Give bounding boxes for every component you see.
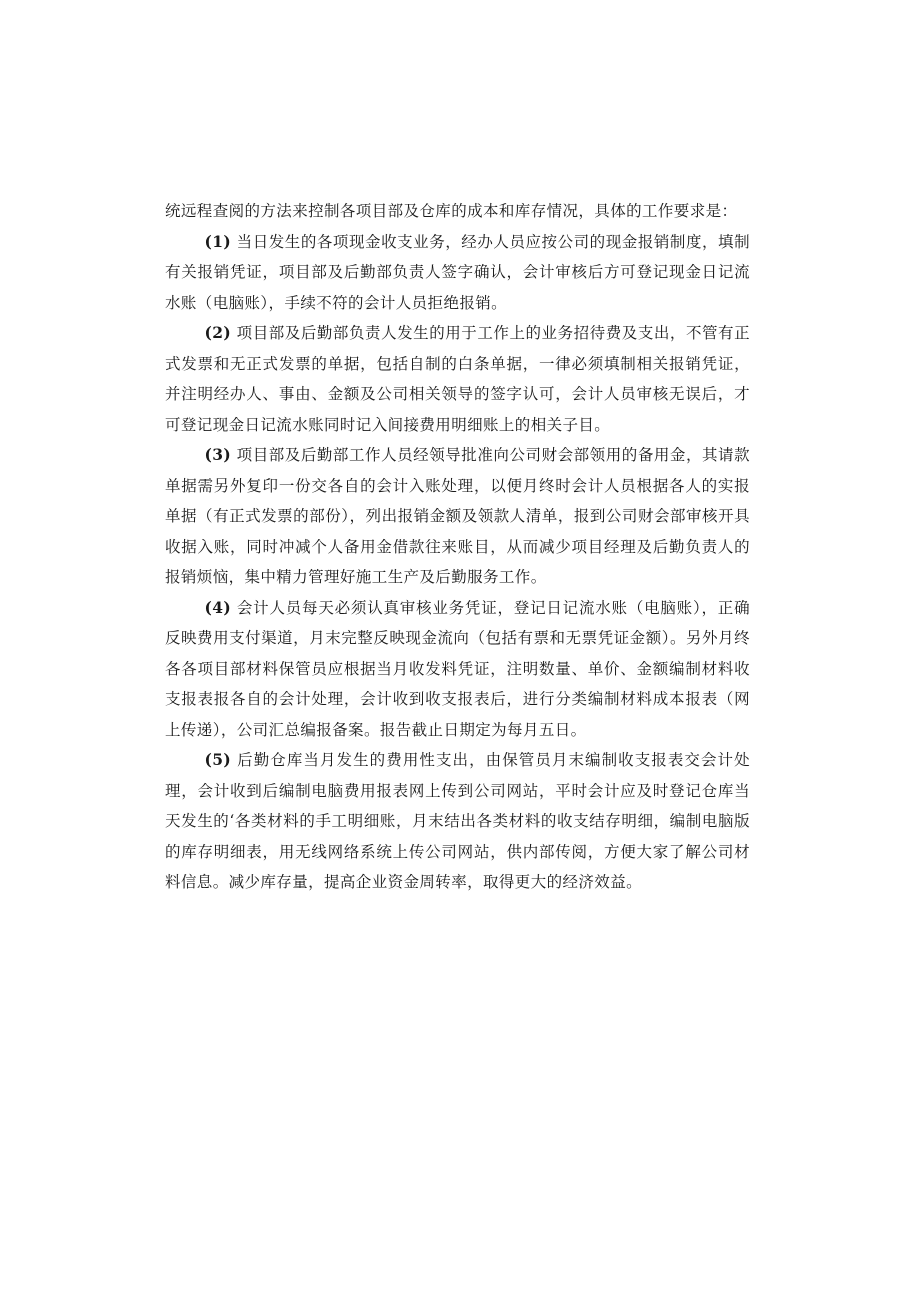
item-text: 当日发生的各项现金收支业务，经办人员应按公司的现金报销制度，填制有关报销凭证，项目部及后勤部负责人签字确认，会计审核后方可登记现金日记流水账（电脑账），手续不符的会计人员拒绝报销。 (165, 232, 750, 312)
item-number: (4) (204, 597, 232, 617)
document-body (165, 196, 750, 898)
item-number: (5) (204, 750, 232, 769)
item-text: 项目部及后勤部工作人员经领导批准向公司财会部领用的备用金，其请款单据需另外复印一份交各自的会计入账处理，以便月终时会计人员根据各人的实报单据（有正式发票的部份），列出报销金额及领款人清单，报到公司财会部审核开具收据入账，同时冲减个人备用金借款往来账目，从而减少项目经理及后勤负责人的报销烦恼，集中精力管理好施工生产及后勤服务工作。 (165, 446, 750, 586)
intro-paragraph: 统远程查阅的方法来控制各项目部及仓库的成本和库存情况，具体的工作要求是： (165, 202, 738, 220)
item-text: 后勤仓库当月发生的费用性支出，由保管员月末编制收支报表交会计处理，会计收到后编制电脑费用报表网上传到公司网站，平时会计应及时登记仓库当天发生的‘各类材料的手工明细账，月末结出各类材料的收支结存明细，编制电脑版的库存明细表，用无线网络系统上传公司网站，供内部传阅，方便大家了解公司材料信息。减少库存量，提高企业资金周转率，取得更大的经济效益。 (165, 751, 751, 891)
item-text: 项目部及后勤部负责人发生的用于工作上的业务招待费及支出，不管有正式发票和无正式发票的单据，包括自制的白条单据，一律必须填制相关报销凭证，并注明经办人、事由、金额及公司相关领导的签字认可，会计人员审核无误后，才可登记现金日记流水账同时记入间接费用明细账上的相关子目。 (165, 324, 750, 434)
item-paragraph-1 (165, 227, 750, 319)
item-paragraph-4 (165, 593, 750, 746)
item-number: (2) (204, 323, 232, 342)
item-paragraph-2 (165, 318, 750, 440)
item-paragraph-5 (165, 745, 750, 898)
item-paragraph-3 (165, 440, 750, 593)
item-number: (3) (204, 445, 232, 464)
item-number: (1) (204, 231, 232, 251)
item-text: 会计人员每天必须认真审核业务凭证，登记日记流水账（电脑账），正确反映费用支付渠道，月末完整反映现金流向（包括有票和无票凭证金额）。另外月终各各项目部材料保管员应根据当月收发料凭证，注明数量、单价、金额编制材料收支报表报各自的会计处理，会计收到收支报表后，进行分类编制材料成本报表（网上传递），公司汇总编报备案。报告截止日期定为每月五日。 (165, 598, 750, 739)
